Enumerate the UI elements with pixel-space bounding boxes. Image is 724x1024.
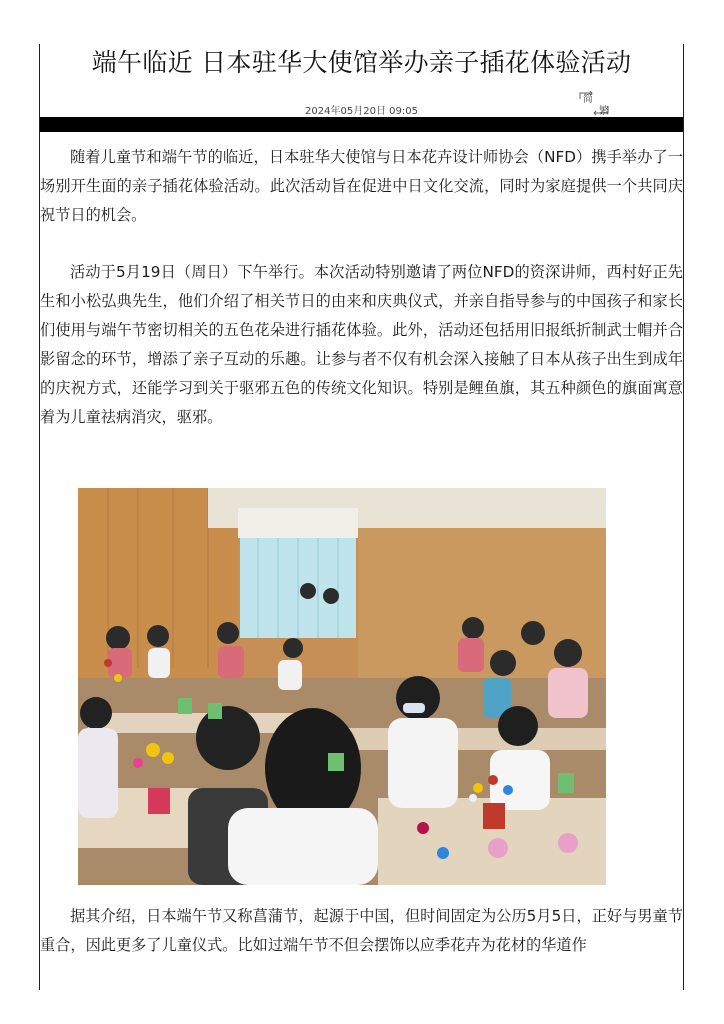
language-toggle-button[interactable] [576,90,614,116]
page-border-right [683,44,684,990]
simplified-chinese-label[interactable]: 简 [583,94,593,105]
publish-date: 2024年05月20日 09:05 [305,106,418,117]
article-paragraph-2: 活动于5月19日（周日）下午举行。本次活动特别邀请了两位NFD的资深讲师，西村好正先生和小松弘典先生，他们介绍了相关节日的由来和庆典仪式，并亲自指导参与的中国孩子和家长们使用与端午节密切相关的五色花朵进行插花体验。此外，活动还包括用旧报纸折制武士帽并合影留念的环节，增添了亲子互动的乐趣。让参与者不仅有机会深入接触了日本从孩子出生到成年的庆祝方式，还能学习到关于驱邪五色的传统文化知识。特别是鲤鱼旗，其五种颜色的旗面寓意着为儿童祛病消灾，驱邪。 [40,263,683,426]
article-title: 端午临近 日本驻华大使馆举办亲子插花体验活动 [91,48,632,77]
header-divider-bar [40,117,683,132]
article-paragraph-3: 据其介绍，日本端午节又称菖蒲节，起源于中国，但时间固定为公历5月5日，正好与男童节重合，因此更多了儿童仪式。比如过端午节不但会摆饰以应季花卉为花材的华道作 [40,907,683,954]
article-paragraph-1: 随着儿童节和端午节的临近，日本驻华大使馆与日本花卉设计师协会（NFD）携手举办了一场别开生面的亲子插花体验活动。此次活动旨在促进中日文化交流，同时为家庭提供一个共同庆祝节日的机会。 [40,148,683,224]
traditional-chinese-label[interactable]: 繁 [599,106,609,117]
event-photo [78,488,606,885]
